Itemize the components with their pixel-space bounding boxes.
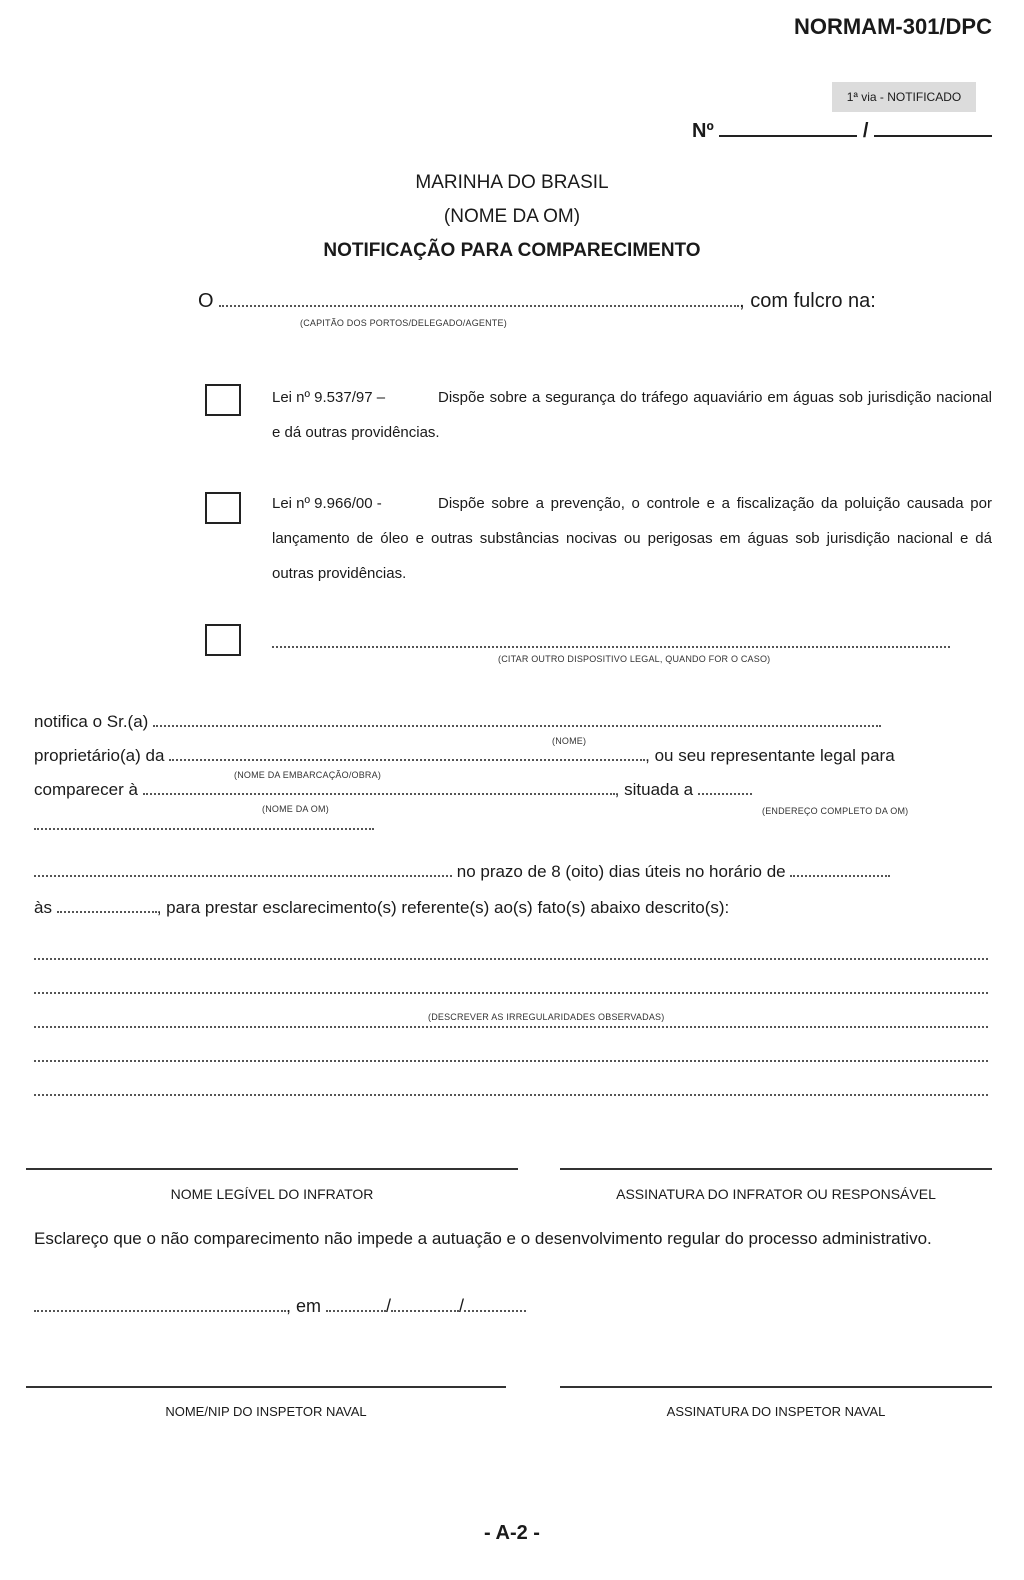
embarcacao-input[interactable] xyxy=(169,747,645,761)
nome-infrator-signature-line[interactable] xyxy=(26,1168,518,1170)
assinatura-inspetor-signature-line[interactable] xyxy=(560,1386,992,1388)
date-separator-1: / xyxy=(386,1296,392,1316)
irregularidades-line-2[interactable] xyxy=(34,992,988,994)
law-9537-description: Dispõe sobre a segurança do tráfego aquaviário em águas sob jurisdição nacional e dá outras providências. xyxy=(272,389,992,441)
endereco-continuation-2-input[interactable] xyxy=(34,863,452,877)
outro-dispositivo-checkbox[interactable] xyxy=(205,624,241,656)
assinatura-infrator-label: ASSINATURA DO INFRATOR OU RESPONSÁVEL xyxy=(616,1186,936,1202)
law-9537-title: Lei nº 9.537/97 – xyxy=(272,389,386,406)
nome-inspetor-label: NOME/NIP DO INSPETOR NAVAL xyxy=(165,1404,367,1419)
embarcacao-caption: (NOME DA EMBARCAÇÃO/OBRA) xyxy=(234,770,382,780)
proprietario-suffix: , ou seu representante legal para xyxy=(645,746,895,765)
em-label: , em xyxy=(286,1296,322,1316)
irregularidades-caption: (DESCREVER AS IRREGULARIDADES OBSERVADAS) xyxy=(428,1012,665,1022)
local-input[interactable] xyxy=(34,1298,286,1312)
horario-input[interactable] xyxy=(790,863,890,877)
numero-label: Nº xyxy=(692,120,714,142)
irregularidades-line-4[interactable] xyxy=(34,1060,988,1062)
irregularidades-line-1[interactable] xyxy=(34,958,988,960)
as-label: às xyxy=(34,898,52,917)
endereco-continuation-input[interactable] xyxy=(34,828,374,830)
hora-fim-input[interactable] xyxy=(57,899,157,913)
irregularidades-line-3[interactable] xyxy=(34,1026,988,1028)
proprietario-label: proprietário(a) da xyxy=(34,746,165,765)
proprietario-line xyxy=(34,746,895,766)
comparecer-label: comparecer à xyxy=(34,780,138,799)
as-line xyxy=(34,898,729,918)
law-9966-checkbox[interactable] xyxy=(205,492,241,524)
law-9966-title: Lei nº 9.966/00 - xyxy=(272,495,382,512)
outro-dispositivo-caption: (CITAR OUTRO DISPOSITIVO LEGAL, QUANDO FOR O CASO) xyxy=(498,654,771,664)
numero-separator: / xyxy=(862,120,869,142)
nome-inspetor-signature-line[interactable] xyxy=(26,1386,506,1388)
nome-infrator-label: NOME LEGÍVEL DO INFRATOR xyxy=(170,1186,374,1202)
autoridade-input[interactable] xyxy=(219,293,739,307)
law-9537-text xyxy=(272,380,992,450)
intro-line xyxy=(198,290,876,313)
om-input[interactable] xyxy=(143,781,615,795)
autoridade-caption: (CAPITÃO DOS PORTOS/DELEGADO/AGENTE) xyxy=(300,318,507,328)
page-number: - A-2 - xyxy=(484,1522,540,1544)
endereco-caption: (ENDEREÇO COMPLETO DA OM) xyxy=(762,806,909,816)
mes-input[interactable] xyxy=(391,1298,459,1312)
irregularidades-line-5[interactable] xyxy=(34,1094,988,1096)
prazo-line xyxy=(34,862,890,882)
endereco-input[interactable] xyxy=(698,781,752,795)
law-9966-text xyxy=(272,486,992,591)
numero-input[interactable] xyxy=(719,121,857,137)
intro-prefix: O xyxy=(198,290,214,312)
assinatura-infrator-signature-line[interactable] xyxy=(560,1168,992,1170)
dia-input[interactable] xyxy=(326,1298,386,1312)
comparecer-line xyxy=(34,780,752,800)
date-separator-2: / xyxy=(459,1296,465,1316)
clarification-text: Esclareço que o não comparecimento não impede a autuação e o desenvolvimento regular do processo administrativo. xyxy=(34,1229,932,1248)
law-9966-description: Dispõe sobre a prevenção, o controle e a fiscalização da poluição causada por lançamento de óleo e outras substâncias nocivas ou perigosas em águas sob jurisdição nacional e dá outras providências. xyxy=(272,495,992,582)
org-name: MARINHA DO BRASIL xyxy=(415,172,609,193)
prestar-text: , para prestar esclarecimento(s) referente(s) ao(s) fato(s) abaixo descrito(s): xyxy=(156,898,730,917)
document-code: NORMAM-301/DPC xyxy=(793,14,992,39)
nome-caption: (NOME) xyxy=(552,736,587,746)
ano-input[interactable] xyxy=(874,121,992,137)
page-title: NOTIFICAÇÃO PARA COMPARECIMENTO xyxy=(323,240,701,261)
situada-label: , situada a xyxy=(614,780,694,799)
via-badge: 1ª via - NOTIFICADO xyxy=(832,82,976,112)
outro-dispositivo-input[interactable] xyxy=(272,646,950,648)
date-line xyxy=(34,1296,526,1317)
numero-field xyxy=(692,120,992,143)
om-name: (NOME DA OM) xyxy=(443,206,581,227)
notifica-label: notifica o Sr.(a) xyxy=(34,712,149,731)
nome-input[interactable] xyxy=(153,713,881,727)
law-9537-checkbox[interactable] xyxy=(205,384,241,416)
intro-suffix: , com fulcro na: xyxy=(739,290,876,312)
om-caption: (NOME DA OM) xyxy=(262,804,329,814)
prazo-text: no prazo de 8 (oito) dias úteis no horário de xyxy=(456,862,786,881)
ano-data-input[interactable] xyxy=(464,1298,526,1312)
assinatura-inspetor-label: ASSINATURA DO INSPETOR NAVAL xyxy=(666,1404,886,1419)
notifica-line xyxy=(34,712,881,732)
